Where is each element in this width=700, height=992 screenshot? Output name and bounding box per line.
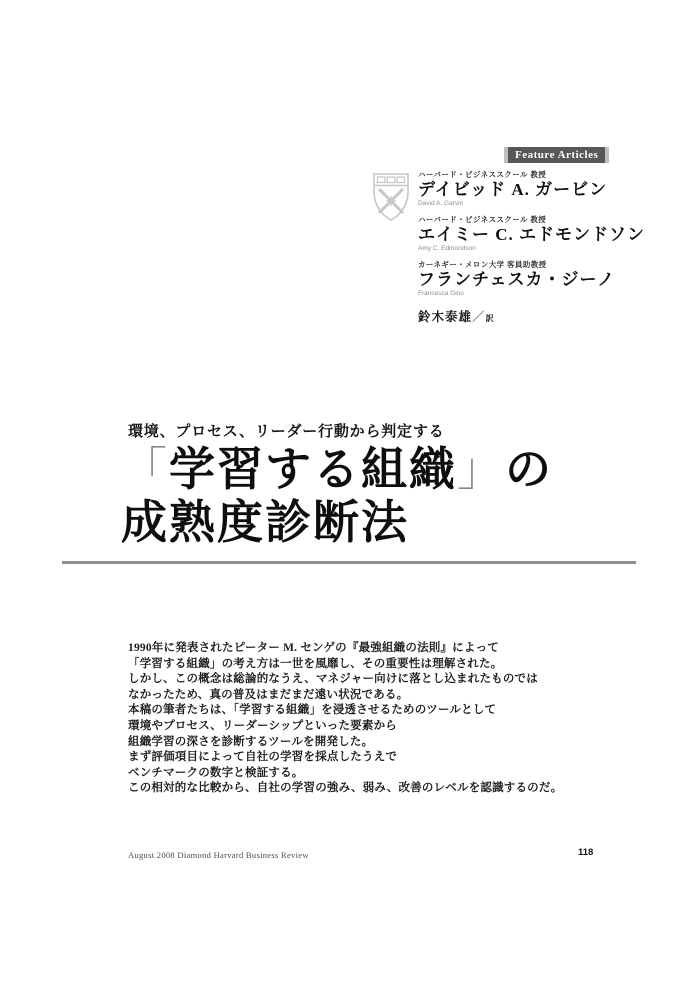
lead-line: 本稿の筆者たちは、「学習する組織」を浸透させるためのツールとして	[128, 704, 497, 717]
lead-line: 1990年に発表されたピーター M. センゲの『最強組織の法則』によって	[128, 642, 499, 654]
author-entry	[418, 260, 678, 298]
author-name: エイミー C. エドモンドソン	[418, 225, 646, 244]
translator-credit	[418, 307, 678, 325]
open-bracket: 「	[121, 444, 169, 495]
author-name: デイビッド A. ガービン	[418, 180, 608, 199]
title-suffix: の	[505, 444, 553, 495]
page-number: 118	[578, 847, 594, 858]
feature-articles-badge: Feature Articles	[504, 147, 609, 163]
school-crest-icon	[372, 172, 410, 222]
author-name-en: Francesca Gino	[418, 290, 464, 297]
journal-footer: August 2008 Diamond Harvard Business Review	[128, 850, 309, 860]
author-affiliation: カーネギー・メロン大学 客員助教授	[418, 260, 547, 269]
translator-name: 鈴木泰雄	[418, 310, 473, 324]
author-name: フランチェスカ・ジーノ	[418, 270, 616, 289]
lead-line: ベンチマークの数字と検証する。	[128, 766, 304, 779]
article-title	[121, 443, 553, 549]
title-divider-rule	[62, 561, 636, 564]
translator-role: 訳	[485, 314, 494, 323]
author-name-en: David A. Garvin	[418, 200, 464, 207]
lead-line: なかったため、真の普及はまだまだ遠い状況である。	[128, 688, 409, 701]
article-title-line2: 成熟度診断法	[121, 497, 409, 548]
lead-line: しかし、この概念は総論的なうえ、マネジャー向けに落とし込まれたものでは	[128, 673, 538, 686]
article-kicker: 環境、プロセス、リーダー行動から判定する	[128, 423, 445, 440]
author-entry	[418, 215, 678, 253]
lead-line: 環境やプロセス、リーダーシップといった要素から	[128, 719, 397, 732]
title-keyword: 学習する組織	[169, 444, 457, 495]
author-affiliation: ハーバード・ビジネススクール 教授	[418, 215, 547, 224]
author-entry	[418, 170, 678, 208]
lead-line: この相対的な比較から、自社の学習の強み、弱み、改善のレベルを認識するのだ。	[128, 782, 563, 795]
translator-separator: ／	[472, 310, 486, 324]
lead-paragraph	[128, 641, 563, 797]
lead-line: まず評価項目によって自社の学習を採点したうえで	[128, 751, 398, 764]
close-bracket: 」	[457, 444, 505, 495]
author-affiliation: ハーバード・ビジネススクール 教授	[418, 170, 547, 179]
lead-line: 組織学習の深さを診断するツールを開発した。	[128, 735, 374, 748]
author-block	[418, 170, 678, 325]
article-title-line1	[121, 443, 553, 496]
author-name-en: Amy C. Edmondson	[418, 245, 476, 252]
lead-line: 「学習する組織」の考え方は一世を風靡し、その重要性は理解された。	[128, 657, 503, 670]
